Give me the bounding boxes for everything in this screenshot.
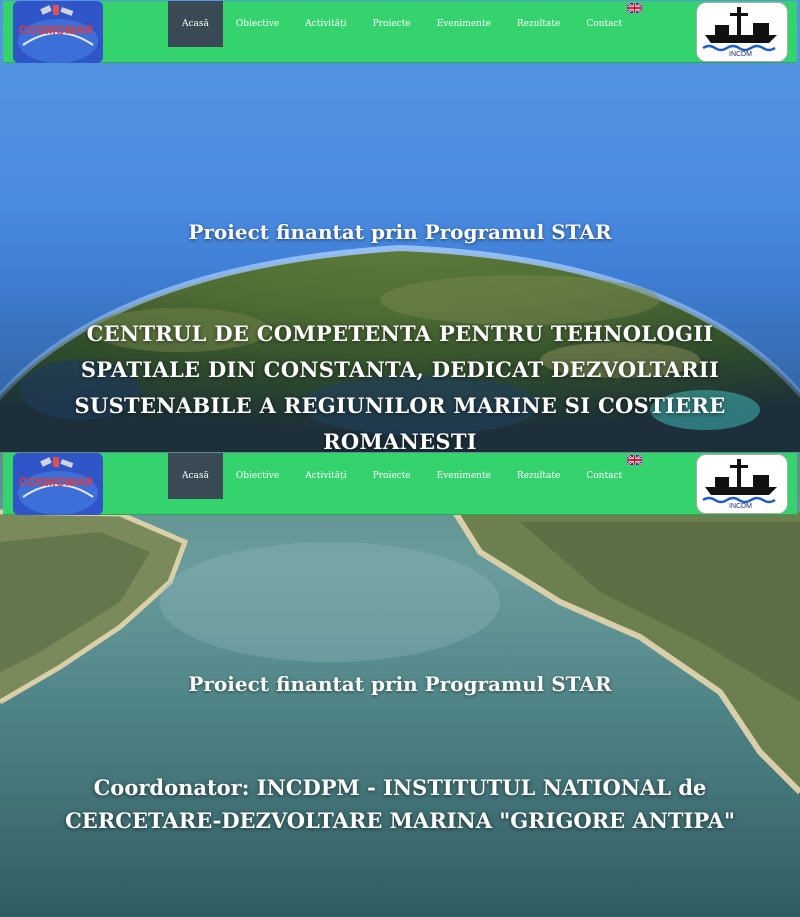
incdm-logo[interactable] — [696, 2, 788, 62]
top-navbar — [3, 1, 797, 63]
cosmomar-logo[interactable] — [13, 453, 103, 515]
menu-item-rezultate[interactable]: Rezultate — [516, 19, 561, 29]
hero-slide-1 — [0, 0, 800, 452]
incdm-logo-text: INCDM — [729, 503, 752, 510]
menu-item-activitati[interactable]: Activități — [305, 471, 347, 481]
main-menu — [168, 453, 635, 511]
slide-tagline: Proiect finantat prin Programul STAR — [188, 220, 612, 244]
menu-item-obiective[interactable]: Obiective — [235, 471, 280, 481]
menu-item-evenimente[interactable]: Evenimente — [436, 19, 491, 29]
slide-tagline: Proiect finantat prin Programul STAR — [188, 672, 612, 696]
main-menu — [168, 1, 635, 59]
uk-flag-icon[interactable] — [627, 3, 642, 13]
slide-heading: CENTRUL DE COMPETENTA PENTRU TEHNOLOGII SPATIALE DIN CONSTANTA, DEDICAT DEZVOLTARII SUSTENABILE A REGIUNILOR MARINE SI COSTIERE ROMANESTI — [74, 321, 726, 452]
menu-item-activitati[interactable]: Activități — [305, 19, 347, 29]
slide-heading: Coordonator: INCDPM - INSTITUTUL NATIONAL de CERCETARE-DEZVOLTARE MARINA "GRIGORE ANTIPA" — [65, 775, 735, 833]
uk-flag-icon[interactable] — [627, 455, 642, 465]
top-navbar-2 — [3, 453, 797, 515]
menu-item-obiective[interactable]: Obiective — [235, 19, 280, 29]
incdm-logo[interactable] — [696, 454, 788, 514]
menu-item-proiecte[interactable]: Proiecte — [372, 19, 411, 29]
menu-item-proiecte[interactable]: Proiecte — [372, 471, 411, 481]
cosmomar-logo-text: COSMOMAR — [19, 475, 94, 489]
menu-item-acasa[interactable]: Acasă — [168, 1, 223, 47]
cosmomar-logo[interactable] — [13, 1, 103, 63]
menu-item-evenimente[interactable]: Evenimente — [436, 471, 491, 481]
menu-item-contact[interactable]: Contact — [586, 19, 623, 29]
menu-item-rezultate[interactable]: Rezultate — [516, 471, 561, 481]
cosmomar-logo-text: COSMOMAR — [19, 23, 94, 37]
menu-item-contact[interactable]: Contact — [586, 471, 623, 481]
incdm-logo-text: INCDM — [729, 51, 752, 58]
menu-item-acasa[interactable]: Acasă — [168, 453, 223, 499]
hero-slide-2 — [0, 452, 800, 917]
